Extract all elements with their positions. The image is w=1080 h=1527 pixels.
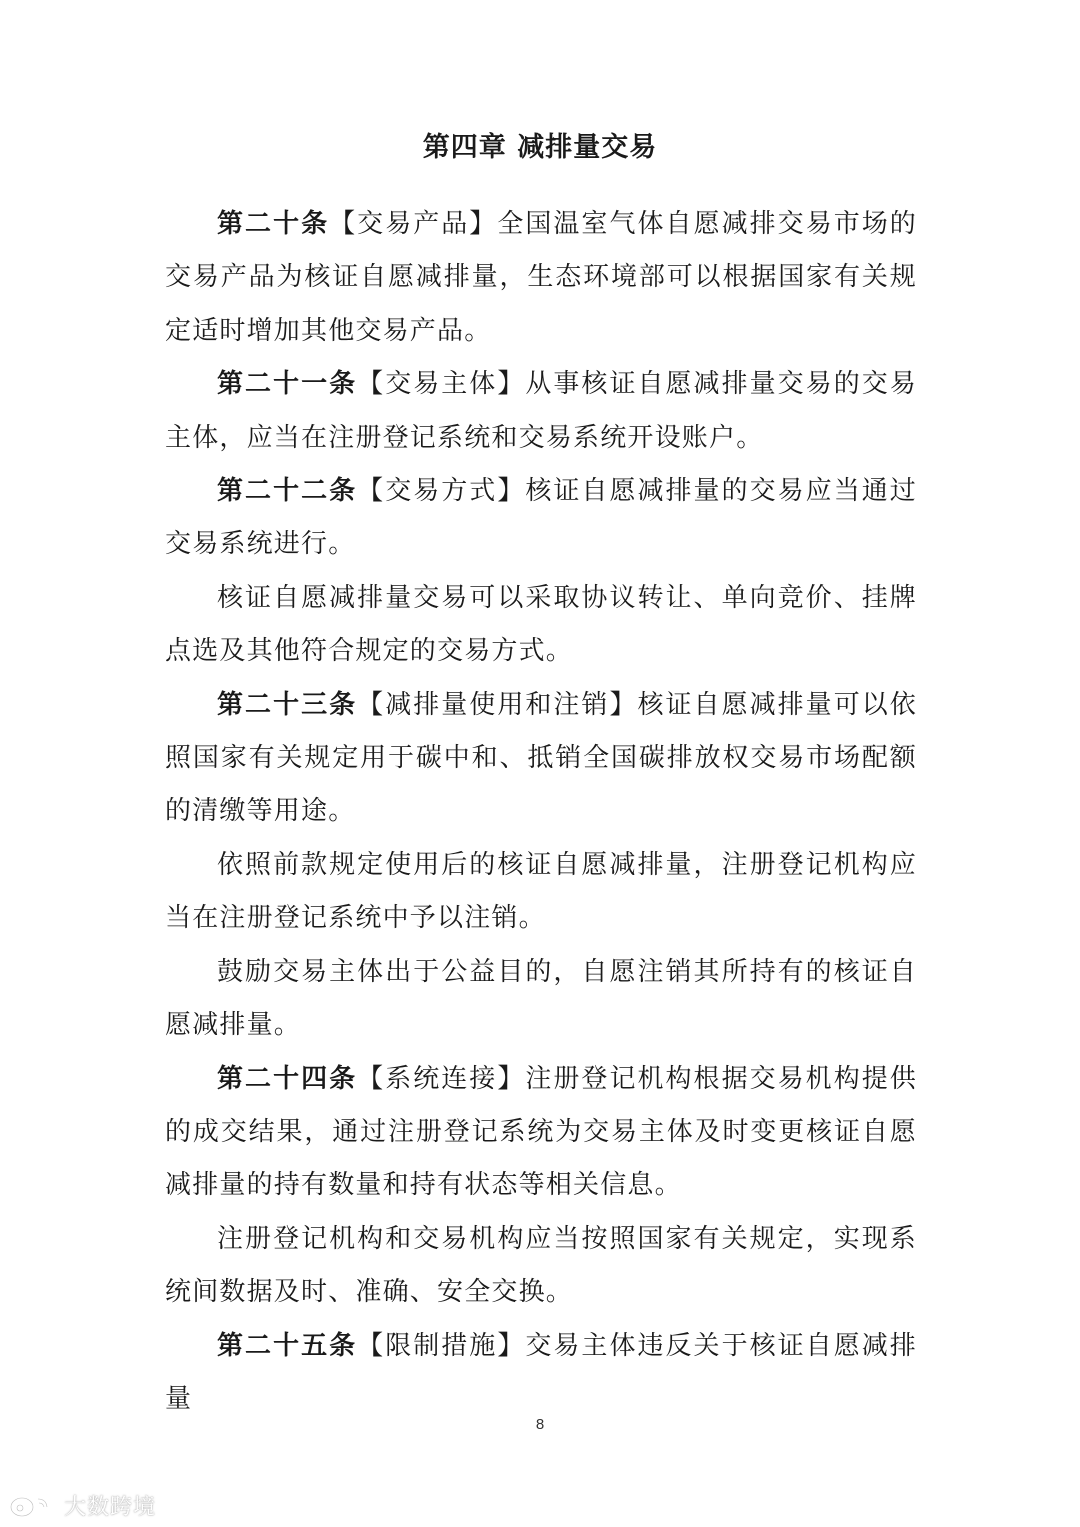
body-text (165, 198, 917, 1426)
article-number: 第二十二条 (217, 476, 358, 507)
paragraph-text: 【交易主体】从事核证自愿减排量交易的交易主体，应当在注册登记系统和交易系统开设账户。 (165, 369, 917, 453)
article-number: 第二十三条 (217, 689, 358, 720)
paragraph (165, 572, 917, 679)
chapter-title: 第四章 减排量交易 (422, 132, 658, 163)
paragraph-text: 核证自愿减排量交易可以采取协议转让、单向竞价、挂牌点选及其他符合规定的交易方式。 (165, 582, 917, 667)
page-number: 8 (535, 1416, 545, 1433)
paragraph (165, 1053, 917, 1213)
article-number: 第二十条 (217, 209, 330, 239)
paragraph (165, 358, 917, 465)
article-number: 第二十一条 (217, 369, 358, 400)
watermark-text: 大数跨境 (64, 1495, 157, 1520)
paragraph-text: 【系统连接】注册登记机构根据交易机构提供的成交结果，通过注册登记系统为交易主体及时变更核证自愿减排量的持有数量和持有状态等相关信息。 (165, 1063, 917, 1201)
paragraph (165, 198, 917, 358)
paragraph-text: 【交易方式】核证自愿减排量的交易应当通过交易系统进行。 (165, 476, 917, 560)
paragraph-text: 【交易产品】全国温室气体自愿减排交易市场的交易产品为核证自愿减排量，生态环境部可以根据国家有关规定适时增加其他交易产品。 (165, 209, 917, 346)
paragraph (165, 679, 917, 839)
paragraph (165, 1213, 917, 1320)
paragraph-text: 鼓励交易主体出于公益目的，自愿注销其所持有的核证自愿减排量。 (165, 956, 917, 1041)
paragraph-text: 注册登记机构和交易机构应当按照国家有关规定，实现系统间数据及时、准确、安全交换。 (165, 1223, 917, 1308)
paragraph (165, 465, 917, 572)
paragraph-text: 【限制措施】交易主体违反关于核证自愿减排量 (165, 1330, 917, 1414)
paragraph (165, 1320, 917, 1427)
paragraph (165, 946, 917, 1053)
watermark (8, 1490, 156, 1521)
article-number: 第二十四条 (217, 1063, 358, 1094)
paragraph-text: 【减排量使用和注销】核证自愿减排量可以依照国家有关规定用于碳中和、抵销全国碳排放权交易市场配额的清缴等用途。 (165, 689, 917, 827)
paragraph-text: 依照前款规定使用后的核证自愿减排量，注册登记机构应当在注册登记系统中予以注销。 (165, 849, 917, 934)
article-number: 第二十五条 (217, 1330, 358, 1361)
weibo-like-logo-icon (8, 1493, 60, 1519)
paragraph (165, 839, 917, 946)
